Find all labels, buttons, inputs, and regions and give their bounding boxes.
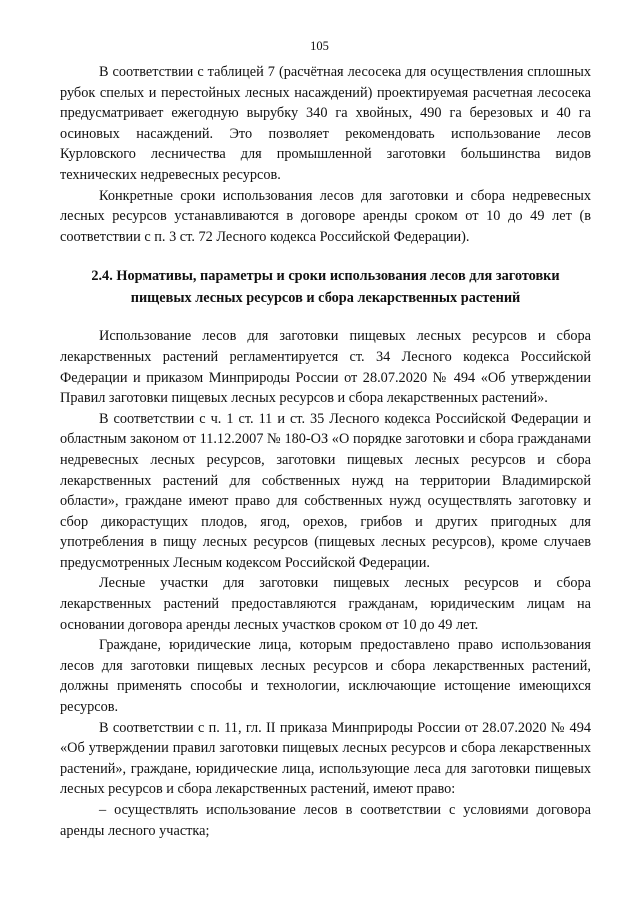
paragraph: Использование лесов для заготовки пищевых лесных ресурсов и сбора лекарственных растений регламентируется ст. 34 Лесного кодекса Российской Федерации и приказом Минприроды России от 28.07.2020 № 494 «Об утверждении Правил заготовки пищевых лесных ресурсов и сбора лекарственных растений». [60,328,591,407]
paragraph: В соответствии с п. 11, гл. II приказа Минприроды России от 28.07.2020 № 494 «Об утверждении правил заготовки пищевых лесных ресурсов и сбора лекарственных растений», граждане, юридические лица, использующие леса для заготовки пищевых лесных ресурсов и сбора лекарственных растений, имеют право: [60,719,591,798]
paragraph: В соответствии с ч. 1 ст. 11 и ст. 35 Лесного кодекса Российской Федерации и областным законом от 11.12.2007 № 180-ОЗ «О порядке заготовки и сбора гражданами недревесных лесных ресурсов, заготовки пищевых лесных ресурсов и сбора лекарственных растений для собственных нужд на территории Владимирской области», граждане имеют право для собственных нужд осуществлять заготовку и сбор дикорастущих плодов, ягод, орехов, грибов и других пригодных для употребления в пищу лесных ресурсов (пищевых лесных ресурсов), кроме случаев предусмотренных Лесным кодексом Российской Федерации. [60,410,591,571]
list-item: – осуществлять использование лесов в соответствии с условиями договора аренды лесного участка; [60,802,591,839]
page-content [60,62,591,841]
section-heading: 2.4. Нормативы, параметры и сроки использования лесов для заготовки пищевых лесных ресурсов и сбора лекарственных растений [91,268,560,307]
page-number: 105 [310,39,329,53]
paragraph: Лесные участки для заготовки пищевых лесных ресурсов и сбора лекарственных растений предоставляются гражданам, юридическим лицам на основании договора аренды лесных участков сроком от 10 до 49 лет. [60,575,591,633]
paragraph: Конкретные сроки использования лесов для заготовки и сбора недревесных лесных ресурсов устанавливаются в договоре аренды сроком от 10 до 49 лет (в соответствии с п. 3 ст. 72 Лесного кодекса Российской Федерации). [60,187,591,245]
paragraph: В соответствии с таблицей 7 (расчётная лесосека для осуществления сплошных рубок спелых и перестойных лесных насаждений) проектируемая расчетная лесосека предусматривает ежегодную вырубку 340 га хвойных, 490 га березовых и 40 га осиновых насаждений. Это позволяет рекомендовать использование лесов Курловского лесничества для промышленной заготовки большинства видов технических недревесных ресурсов. [60,64,591,183]
paragraph: Граждане, юридические лица, которым предоставлено право использования лесов для заготовки пищевых лесных ресурсов и сбора лекарственных растений, должны применять способы и технологии, исключающие истощение имеющихся ресурсов. [60,637,591,716]
